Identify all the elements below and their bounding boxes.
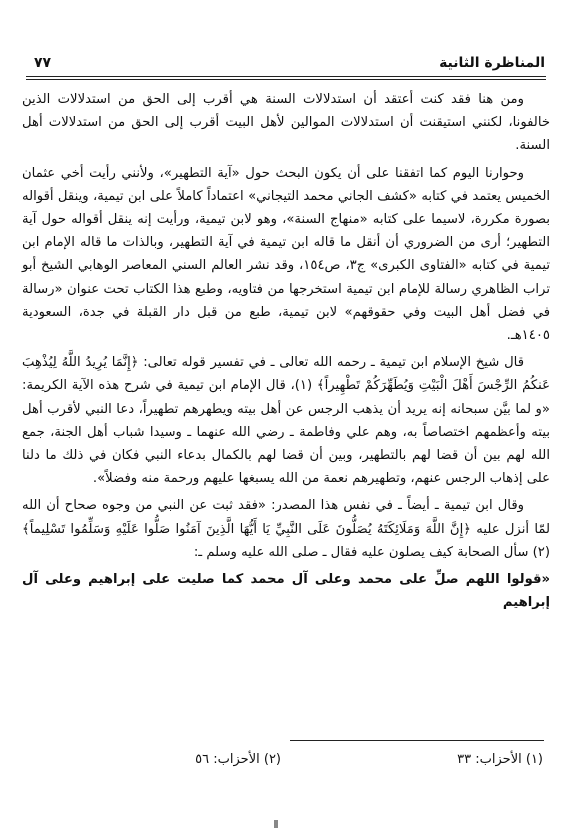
paragraph-2: وحوارنا اليوم كما اتفقنا على أن يكون البحث حول «آية التطهير»، ولأنني رأيت أخي عثمان الخميس يعتمد في كتابه «كشف الجاني محمد التيجاني» اعتماداً كاملاً على ابن تيمية، وينقل أقواله بصورة مكررة، لاسيما على كتابه «منهاج السنة»، وهو لابن تيمية، ورأيت إنه ينقل أقواله حول آية التطهير؛ أرى من الضروري أن أنقل ما قاله ابن تيمية في آية التطهير، وبالذات ما قاله الإمام ابن تيمية في كتابه «الفتاوى الكبرى» ج٣، ص١٥٤، وقد نشر العالم السني المعاصر الوهابي الشيخ أبو تراب الظاهري رسالة للإمام ابن تيمية استخرجها من فتاويه، وطبع هذا الكتاب تحت عنوان «رسالة في فضل أهل البيت وفي حقوقهم» لابن تيمية، طبع من قبل دار القبلة في جدة، السعودية ١٤٠٥هـ. [22,165,551,344]
paragraph-3: قال شيخ الإسلام ابن تيمية ـ رحمه الله تعالى ـ في تفسير قوله تعالى: ﴿إِنَّمَا يُرِيدُ اللَّهُ لِيُذْهِبَ عَنكُمُ الرِّجْسَ أَهْلَ الْبَيْتِ وَيُطَهِّرَكُمْ تَطْهِيراً﴾ (١)، قال الإمام ابن تيمية في شرح هذه الآية الكريمة: «و لما بيَّن سبحانه إنه يريد أن يذهب الرجس عن أهل بيته ويطهرهم تطهيراً، دعا النبي لأقرب أهل بيته وأعظمهم اختصاصاً به، وهم علي وفاطمة ـ رضي الله عنهما ـ وسيدا شباب أهل الجنة، جمع الله لهم بين أن قضا لهم بالتطهير، وبين أن قضا لهم بالكمال بدعاء النبي فكان في ذلك ما دلنا على إذهاب الرجس عنهم، وتطهيرهم نعمة من الله يسبغها عليهم ورحمة منه وفضلاً». [22,355,550,487]
paragraph-1: ومن هنا فقد كنت أعتقد أن استدلالات السنة هي أقرب إلى الحق من استدلالات الذين خالفونا، لكنني استيقنت أن استدلالات الموالين لأهل البيت أقرب إلى الحق من استدلالات أهل السنة. [22,92,550,154]
page-number: ٧٧ [34,55,52,71]
footnote-1: (١) الأحزاب: ٣٣ [457,752,543,767]
scan-mark [274,820,278,828]
header-rule [26,76,546,77]
page-body [22,88,550,618]
header-rule-thin [26,79,546,80]
footnote-rule [290,740,544,741]
paragraph-4: وقال ابن تيمية ـ أيضاً ـ في نفس هذا المصدر: «فقد ثبت عن النبي من وجوه صحاح أن الله لمّا أنزل عليه ﴿إِنَّ اللَّهَ وَمَلَائِكَتَهُ يُصَلُّونَ عَلَى النَّبِيِّ يَا أَيُّهَا الَّذِينَ آمَنُوا صَلُّوا عَلَيْهِ وَسَلِّمُوا تَسْلِيماً﴾ (٢) سأل الصحابة كيف يصلون عليه فقال ـ صلى الله عليه وسلم ـ: [22,498,550,560]
paragraph-5-hadith: «قولوا اللهم صلِّ على محمد وعلى آل محمد كما صليت على إبراهيم وعلى آل إبراهيم [22,572,550,611]
footnote-2: (٢) الأحزاب: ٥٦ [195,752,281,767]
running-header-title: المناظرة الثانية [439,55,545,71]
